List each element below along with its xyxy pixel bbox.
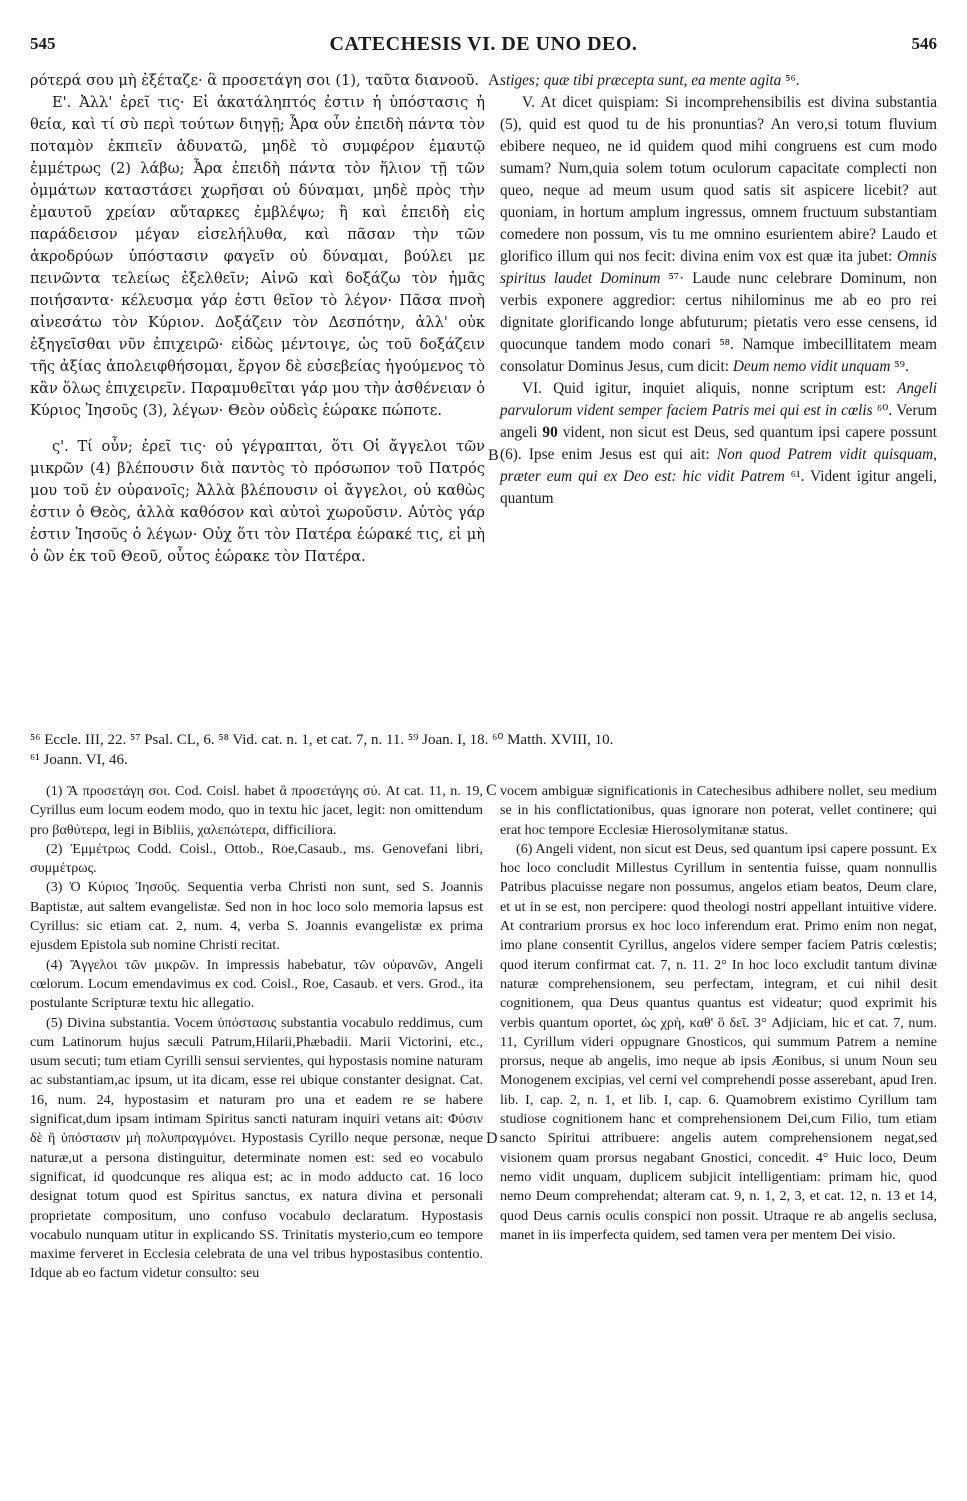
page-header [30, 30, 937, 60]
references-line-1: ⁵⁶ Eccle. III, 22. ⁵⁷ Psal. CL, 6. ⁵⁸ Vid. cat. n. 1, et cat. 7, n. 11. ⁵⁹ Joan. I, 18. ⁶⁰ Matth. XVIII, 10. [30, 732, 614, 748]
page [30, 30, 937, 1480]
footnotes-right-column [500, 782, 937, 1245]
greek-paragraph-intro: ρότερά σου μὴ ἐξέταζε· ἃ προσετάγη σοι (1), ταῦτα διανοοῦ. [30, 72, 480, 89]
latin-v-text-1: V. At dicet quispiam: Si incomprehensibilis est divina substantia (5), quid est quod tu de his pronuntias? An vero,si totum fluvium ebibere nequeo, ne id quidem quod mihi congruens est cum modo sumam? Num,quia solem totum oculorum capacitate complecti non queo, neque ad meum usum quod satis sit aspicere licebit? aut quoniam, in hortum amplum ingressus, omnem fructuum substantiam comedere non possum, vis tu me omnino esurientem abire? Laudo et glorifico illum qui nos fecit: divina enim vox est quæ ita jubet: [500, 94, 937, 265]
running-title: CATECHESIS VI. DE UNO DEO. [329, 33, 638, 55]
footnote-3: (3) Ὁ Κύριος Ἰησοῦς. Sequentia verba Christi non sunt, sed S. Joannis Baptistæ, aut saltem evangelistæ. Sed non in hoc loco solo memoria lapsus est Cyrillus: sic etiam cat. 2, num. 4, verba S. Joannis evangelistæ ex prima ejusdem Epistola sub nomine Christi recitat. [30, 879, 483, 954]
scripture-references [30, 730, 937, 770]
latin-vi-text-4: ⁶¹. Vident igitur angeli, quantum [500, 468, 937, 507]
margin-marker-d: D [486, 1130, 498, 1147]
greek-paragraph-6: ς'. Τί οὖν; ἐρεῖ τις· οὐ γέγραπται, ὅτι Οἱ ἄγγελοι τῶν μικρῶν (4) βλέπουσιν διὰ παντὸς τὸ πρόσωπον τοῦ Πατρός μου τοῦ ἐν οὐρανοῖς; Ἀλλὰ βλέπουσιν οἱ ἄγγελοι, οὐ καθὼς ἐστιν ὁ Θεὸς, ἀλλὰ καθόσον καὶ αὐτοὶ χωροῦσιν. Αὐτὸς γάρ ἐστιν Ἰησοῦς ὁ λέγων· Οὐχ ὅτι τὸν Πατέρα ἑώρακέ τις, εἰ μὴ ὁ ὢν ἐκ τοῦ Θεοῦ, οὗτος ἑώρακε τὸν Πατέρα. [30, 438, 485, 565]
latin-v-quote-2: Deum nemo vidit unquam [732, 358, 891, 375]
latin-vi-quote-1: Angeli parvulorum vident semper faciem Patris mei qui est in cœlis [500, 380, 937, 419]
footnote-1: (1) Ἃ προσετάγη σοι. Cod. Coisl. habet ἃ προσετάγης σύ. At cat. 11, n. 19, Cyrillus eum locum eodem modo, quo in textu hic jacet, legit: non omittendum pro βαθύτερα, legi in Bibliis, χαλεπώτερα, difficiliora. [30, 783, 483, 838]
greek-column [30, 70, 485, 568]
latin-paragraph-vi [500, 378, 937, 510]
latin-v-text-3: ⁵⁹. [890, 358, 909, 375]
margin-marker-c: C [486, 782, 497, 799]
margin-marker-b: B [488, 447, 499, 464]
latin-vi-text-1: VI. Quid igitur, inquiet aliquis, nonne scriptum est: [522, 380, 898, 397]
latin-vi-text-3: vident, non sicut est Deus, sed quantum ipsi capere possunt (6). Ipse enim Jesus est qui ait: [500, 424, 937, 463]
column-number: 90 [542, 424, 558, 441]
footnote-6: (6) Angeli vident, non sicut est Deus, sed quantum ipsi capere possunt. Ex hoc loco concludit Millestus Cyrillum in sententia fuisse, quam nonnullis Patribus placuisse negare non possumus, angelos etiam beatos, Deum clare, et ut in se est, non percipere: quod theologi nostri appellant intuitive videre. At contrarium prorsus ex hoc loco inferendum erat. Primo enim non negat, imo plane consentit Cyrillus, angelos videre semper faciem Patris cœlestis; quod iterum confirmat cat. 7, n. 11. 2° In hoc loco excludit tantum divinæ naturæ comprehensionem, seu perfectam, integram, et cui nihil desit cognitionem, qua Deus quantus quantus est videatur; quod exprimit his verbis quantum oportet, ὡς χρὴ, καθ' ὃ δεῖ. 3° Adjiciam, hic et cat. 7, num. 11, Cyrillum videri oppugnare Gnosticos, qui summum Patrem a nemine prorsus, neque ab angelis, imo neque ab ipsis Æonibus, si unum Noun seu Monogenem excipias, vel cerni vel comprehendi posse asserebant, apud Iren. lib. I, cap. 2, n. 1, et lib. I, cap. 6. Quamobrem existimo Cyrillum tam studiose cognitionem hanc et comprehensionem Dei,cum Filio, tum etiam sancto Spiritui attribuere: angelis autem comprehensionem negat,sed visionem quam prorsus negabant Gnostici, concedit. 4° Huic loco, Deum nemo vidit unquam, duplicem subjicit intelligentiam: primam hic, quod nemo Deum comprehendat; alteram cat. 9, n. 1, 2, 3, et cat. 12, n. 13 et 14, quod Deus carnis oculis conspici non possit. Utraque re ab angelis seclusa, manet in iis imperfecta quidem, sed tamen vera per mentem Dei visio. [500, 840, 937, 1243]
footnote-5-continued: vocem ambiguæ significationis in Catechesibus adhibere nollet, seu medium se in his conflictationibus, quas ignorare non poterat, vellet continere; qui erat hoc tempore Ecclesiæ Hierosolymitanæ status. [500, 783, 937, 838]
footnote-5: (5) Divina substantia. Vocem ὑπόστασις substantia vocabulo reddimus, cum cum Latinorum hujus sæculi Patrum,Hilarii,Phæbadii. Marii Victorini, etc., usum secuti; tum etiam Cyrilli sensui servientes, qui hypostasis nomine naturam ac substantiam,ac ipsum, ut ita dicam, esse rei ubique constanter designat. Cat. 16, num. 24, hypostasim et naturam pro una et eadem re se habere significat,dum ipsam intimam Spiritus sancti naturam inquiri vetans ait: Φύσιν δὲ ἢ ὑπόστασιν μὴ πολυπραγμόνει. Hypostasis Cyrillo neque personæ, neque naturæ,ut a persona distinguitur, determinate nomen est: sed eo vocabulo significat, id quodcunque res aliqua est; ac in modo adducto cat. 16 loco designat totum quod est Spiritus sanctus, ex natura divina et personali proprietate compositum, uno confuso vocabulo declaratum. Hypostasis vocabulo nunquam utitur in explicando SS. Trinitatis mysterio,cum eo tempore maxime ferveret in Ecclesia celebrata de una vel tribus hypostasibus contentio. Idque ab eo factum videtur consulto: seu [30, 1014, 483, 1282]
footnotes-left-column [30, 782, 483, 1284]
latin-v-text-2: ⁵⁷· Laude nunc celebrare Dominum, non verbis exponere aggredior: certus nihilominus me ab eo pro rei dignitate glorificando longe abfuturum; pietatis vero esse censens, id quocunque tandem modo conari ⁵⁸. Namque imbecillitatem meam consolatur Dominus Jesus, cum dicit: [500, 270, 937, 375]
footnote-4: (4) Ἄγγελοι τῶν μικρῶν. In impressis habebatur, τῶν οὐρανῶν, Angeli cœlorum. Locum emendavimus ex cod. Coisl., Roe, Casaub. et vers. Grod., ita postulante Scripturæ textu hic allegatio. [30, 956, 483, 1012]
latin-paragraph-v [500, 92, 937, 378]
margin-marker-a: A [488, 72, 500, 89]
latin-paragraph-intro [500, 70, 937, 92]
latin-intro-a: stiges; [500, 72, 544, 89]
greek-paragraph-5: Ε'. Ἀλλ' ἐρεῖ τις· Εἰ ἀκατάληπτός ἐστιν ἡ ὑπόστασις ἡ θεία, καὶ τί σὺ περὶ τούτων διηγῇ; Ἆρα οὖν ἐπειδὴ πάντα τὸν ποταμὸν ἐκπιεῖν ἀδυνατῶ, μηδὲ τὸ συμφέρον ἐμαυτῷ ἐμμέτρως (2) λάβω; Ἆρα ἐπειδὴ πάντα τὸν ἥλιον τῇ τῶν ὀμμάτων καταστάσει χωρῆσαι οὐ δύναμαι, μηδὲ πρὸς τὴν ἐμαυτοῦ χρείαν αὔταρκες ἐμβλέψω; ἢ καὶ ἐπειδὴ εἰς παράδεισον μέγαν εἰσελήλυθα, καὶ πᾶσαν τὴν τῶν ἀκροδρύων ὑπόστασιν φαγεῖν οὐ δύναμαι, βούλει με πεινῶντα τελείως ἐξελθεῖν; Αἰνῶ καὶ δοξάζω τὸν ἡμᾶς ποιήσαντα· κέλευσμα γάρ ἐστι θεῖον τὸ λέγον· Πᾶσα πνοὴ αἰνεσάτω τὸν Κύριον. Δοξάζειν τὸν Δεσπότην, ἀλλ' οὐκ ἐξηγεῖσθαι νῦν ἐπιχειρῶ· εἰδὼς μέντοιγε, ὡς τοῦ δοξάζειν τῆς ἀξίας ἀπολειφθήσομαι, ἔργον δὲ εὐσεβείας ἡγούμενος τὸ κἂν ὅλως ἐπιχειρεῖν. Παραμυθεῖται γάρ μου τὴν ἀσθένειαν ὁ Κύριος Ἰησοῦς (3), λέγων· Θεὸν οὐδεὶς ἑώρακε πώποτε. [30, 94, 485, 419]
latin-v-quote-1: Omnis spiritus laudet Dominum [500, 248, 937, 287]
latin-intro-quote: quæ tibi præcepta sunt, ea mente agita [543, 72, 782, 89]
latin-vi-quote-2: Non quod Patrem vidit quisquam, præter eum qui ex Deo est: hic vidit Patrem [500, 446, 937, 485]
latin-intro-ref: ⁵⁶. [781, 72, 800, 89]
footnote-2: (2) Ἐμμέτρως Codd. Coisl., Ottob., Roe,Casaub., ms. Genovefani libri, συμμέτρως. [30, 840, 483, 877]
latin-vi-text-2: ⁶⁰. Verum angeli [500, 402, 937, 441]
latin-column [500, 70, 937, 510]
page-number-right: 546 [911, 34, 937, 53]
page-number-left: 545 [30, 34, 56, 53]
references-line-2: ⁶¹ Joann. VI, 46. [30, 752, 128, 768]
